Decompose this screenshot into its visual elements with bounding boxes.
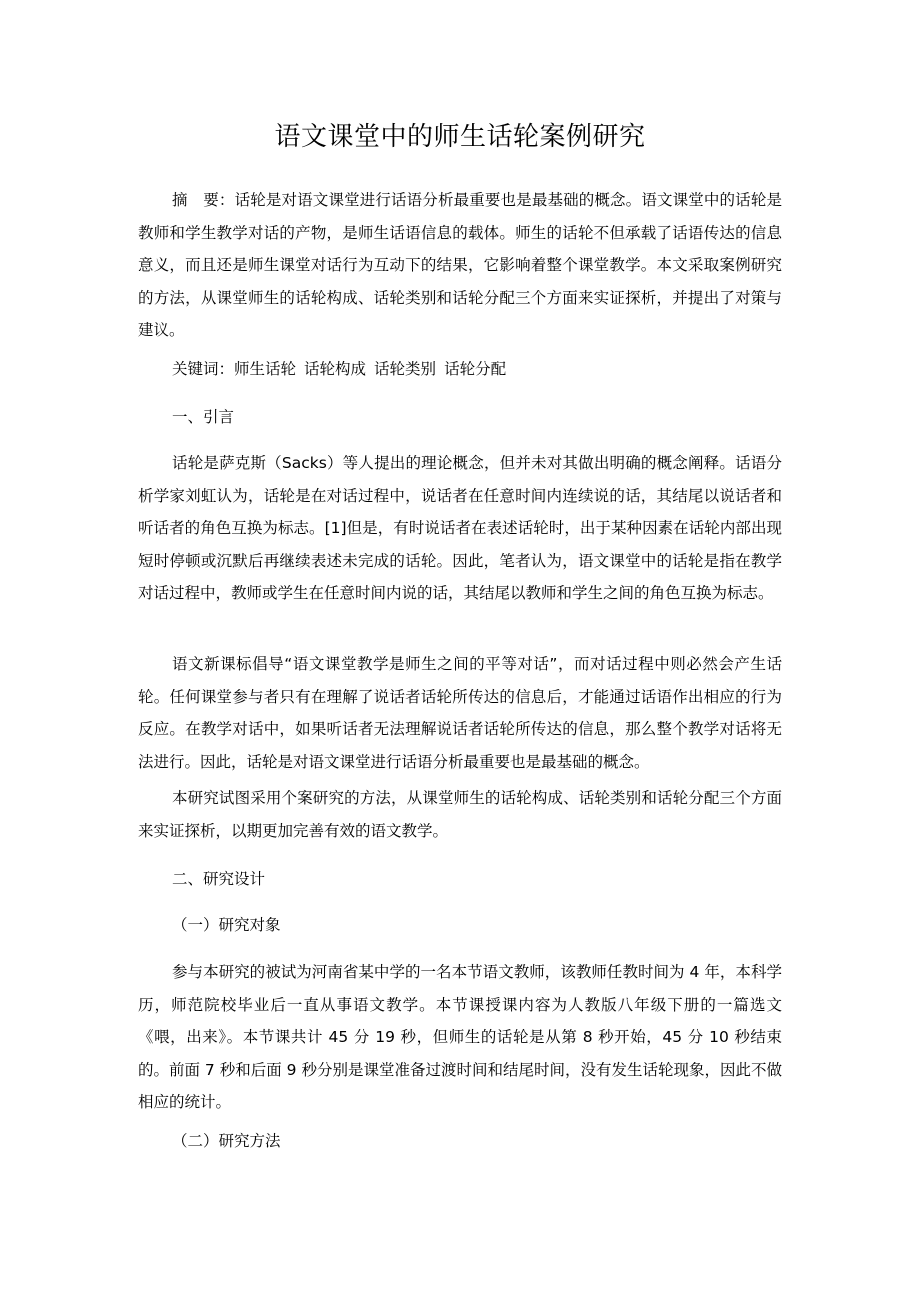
intro-paragraph-3: 本研究试图采用个案研究的方法，从课堂师生的话轮构成、话轮类别和话轮分配三个方面来实证探析，以期更加完善有效的语文教学。 xyxy=(138,789,782,840)
paper-title: 语文课堂中的师生话轮案例研究 xyxy=(274,122,646,152)
keyword-item: 话轮分配 xyxy=(444,360,507,378)
keyword-item: 师生话轮 xyxy=(234,360,297,378)
keywords-line xyxy=(172,354,514,384)
intro-paragraph-1: 话轮是萨克斯（Sacks）等人提出的理论概念，但并未对其做出明确的概念阐释。话语分析学家刘虹认为，话轮是在对话过程中，说话者在任意时间内连续说的话，其结尾以说话者和听话者的角色互换为标志。[1]但是，有时说话者在表述话轮时，出于某种因素在话轮内部出现短时停顿或沉默后再继续表述未完成的话轮。因此，笔者认为，语文课堂中的话轮是指在教学对话过程中，教师或学生在任意时间内说的话，其结尾以教师和学生之间的角色互换为标志。 xyxy=(138,454,782,603)
subsection-heading-method: （二）研究方法 xyxy=(172,1132,281,1150)
abstract-text: 话轮是对语文课堂进行话语分析最重要也是最基础的概念。语文课堂中的话轮是教师和学生教学对话的产物，是师生话语信息的载体。师生的话轮不但承载了话语传达的信息意义，而且还是师生课堂对话行为互动下的结果，它影响着整个课堂教学。本文采取案例研究的方法，从课堂师生的话轮构成、话轮类别和话轮分配三个方面来实证探析，并提出了对策与建议。 xyxy=(138,191,782,340)
keyword-item: 话轮类别 xyxy=(374,360,437,378)
abstract-paragraph xyxy=(138,184,782,347)
keywords-label: 关键词： xyxy=(172,360,235,378)
section-heading-intro: 一、引言 xyxy=(172,408,235,426)
abstract-label: 摘 要： xyxy=(172,191,235,209)
subsection-heading-subject: （一）研究对象 xyxy=(172,916,281,934)
subject-paragraph: 参与本研究的被试为河南省某中学的一名本节语文教师，该教师任教时间为 4 年，本科学历，师范院校毕业后一直从事语文教学。本节课授课内容为人教版八年级下册的一篇选文《喂，出来》。本节课共计 45 分 19 秒，但师生的话轮是从第 8 秒开始，45 分 10 秒结束的。前面 7 秒和后面 9 秒分别是课堂准备过渡时间和结尾时间，没有发生话轮现象，因此不做相应的统计。 xyxy=(138,963,782,1112)
intro-paragraph-2: 语文新课标倡导“语文课堂教学是师生之间的平等对话”，而对话过程中则必然会产生话轮。任何课堂参与者只有在理解了说话者话轮所传达的信息后，才能通过话语作出相应的行为反应。在教学对话中，如果听话者无法理解说话者话轮所传达的信息，那么整个教学对话将无法进行。因此，话轮是对语文课堂进行话语分析最重要也是最基础的概念。 xyxy=(138,655,782,771)
keyword-item: 话轮构成 xyxy=(304,360,367,378)
section-heading-design: 二、研究设计 xyxy=(172,870,266,888)
